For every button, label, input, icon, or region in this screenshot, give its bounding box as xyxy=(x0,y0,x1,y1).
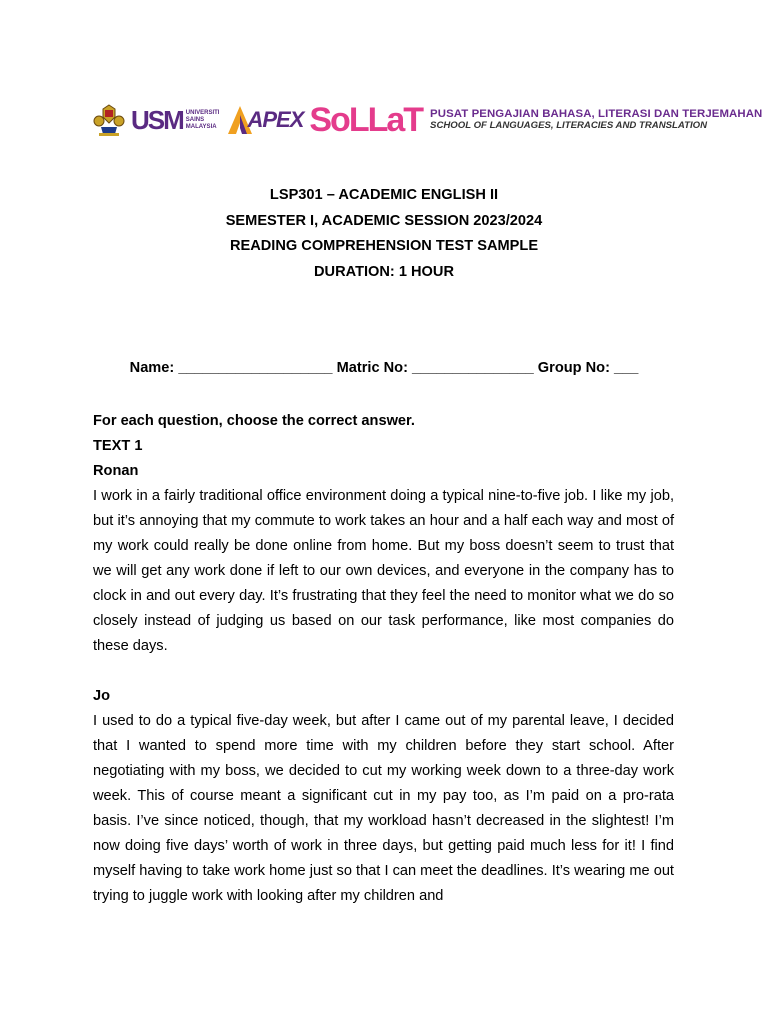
speaker-jo: Jo xyxy=(93,688,111,704)
reading-content xyxy=(93,409,674,909)
apex-logo xyxy=(227,105,303,135)
crest-icon xyxy=(93,103,125,137)
duration-line: DURATION: 1 HOUR xyxy=(314,263,454,280)
section-heading: TEXT 1 xyxy=(93,438,143,454)
document-title xyxy=(0,183,768,285)
sollat-logo: SoLLaT xyxy=(309,101,423,139)
school-name-malay: PUSAT PENGAJIAN BAHASA, LITERASI DAN TERJEMAHAN xyxy=(430,108,763,121)
instruction: For each question, choose the correct answer. xyxy=(93,413,415,429)
usm-logo xyxy=(131,107,219,133)
apex-text: APEX xyxy=(247,107,304,132)
usm-subtitle xyxy=(186,110,220,131)
usm-sub-3: MALAYSIA xyxy=(185,123,217,130)
school-name-english: SCHOOL OF LANGUAGES, LITERACIES AND TRANSLATION xyxy=(430,120,708,131)
course-title: LSP301 – ACADEMIC ENGLISH II xyxy=(269,187,499,203)
usm-sub-2: SAINS xyxy=(185,116,205,123)
usm-sub-1: UNIVERSITI xyxy=(185,109,220,116)
paragraph-ronan: I work in a fairly traditional office environment doing a typical nine-to-five job. I like my job, but it’s annoying that my commute to work takes an hour and a half each way and most of my work could really be done online from home. But my boss doesn’t seem to trust that we will get any work done if left to our own devices, and everyone in the company has to clock in and out every day. It’s frustrating that they feel the need to monitor what we do so closely instead of judging us based on our task performance, like most companies do these days. xyxy=(93,488,674,654)
header-logos xyxy=(93,100,762,140)
school-name xyxy=(430,108,762,131)
student-info-line: Name: ___________________ Matric No: _______________ Group No: ___ xyxy=(129,360,639,376)
paragraph-jo: I used to do a typical five-day week, but after I came out of my parental leave, I decided that I wanted to spend more time with my children before they start school. After negotiating with my boss, we decided to cut my working week down to a three-day work week. This of course meant a significant cut in my pay too, as I’m paid on a pro-rata basis. I’ve since noticed, though, that my workload hasn’t decreased in the slightest! I’m now doing five days’ worth of work in three days, but getting paid much less for it! I find myself having to take work home just so that I can meet the deadlines. It’s wearing me out trying to juggle work with looking after my children and xyxy=(93,713,674,904)
semester-line: SEMESTER I, ACADEMIC SESSION 2023/2024 xyxy=(225,212,543,229)
usm-mark: USM xyxy=(131,105,183,135)
speaker-ronan: Ronan xyxy=(93,463,139,479)
test-title: READING COMPREHENSION TEST SAMPLE xyxy=(229,238,539,254)
